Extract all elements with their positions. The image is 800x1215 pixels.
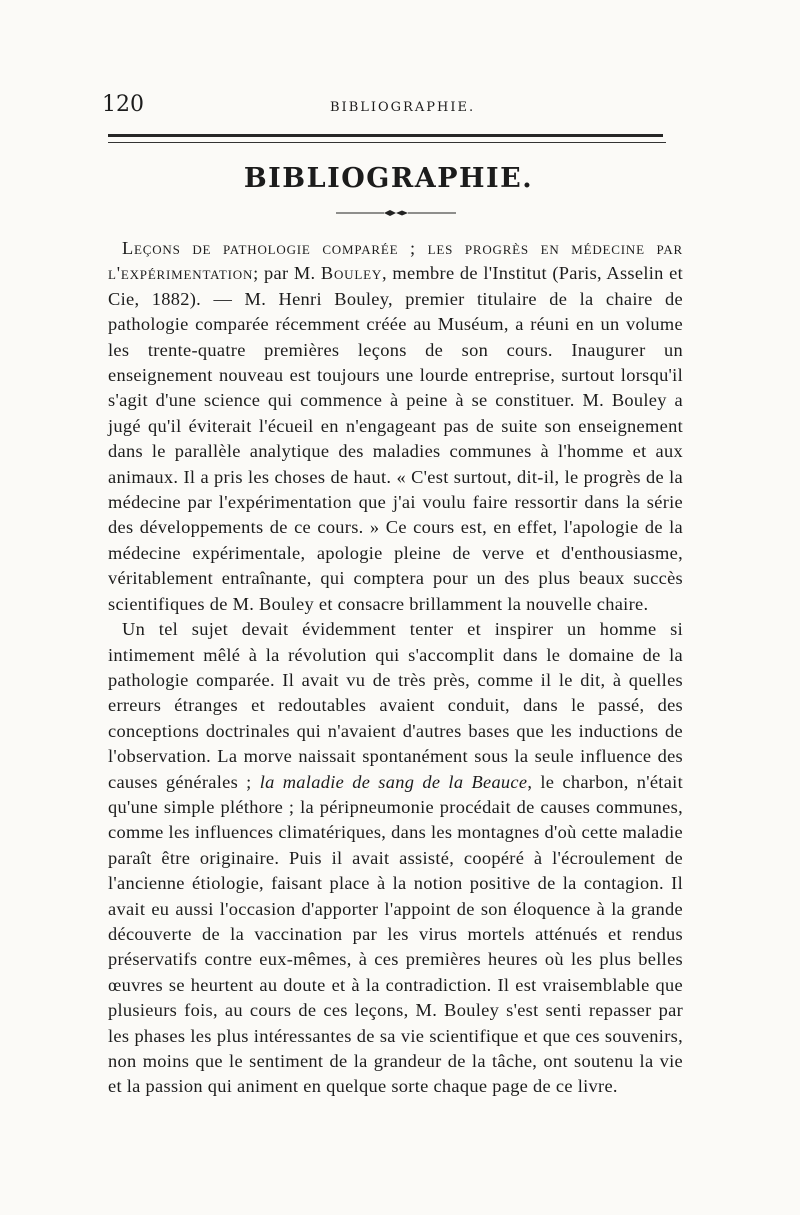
header-rule-thick: [108, 134, 663, 137]
entry-title: Leçons de pathologie comparée ; les progrès en médecine par l'expérimentation: [108, 238, 683, 284]
running-title: BIBLIOGRAPHIE.: [330, 100, 476, 115]
page-number: 120: [102, 92, 144, 117]
paragraph-1-text: , membre de l'Institut (Paris, Asselin et Cie, 1882). — M. Henri Bouley, premier titulaire de la chaire de pathologie comparée récemment créée au Muséum, a réuni en un volume les trente-quatre premières leçons de son cours. Inaugurer un enseignement nouveau est toujours une lourde entreprise, surtout lorsqu'il s'agit d'une science qui commence à peine à se constituer. M. Bouley a jugé qu'il éviterait l'écueil en n'engageant pas de suite son enseignement dans le parallèle analytique des maladies communes à l'homme et aux animaux. Il a pris les choses de haut. « C'est surtout, dit-il, le progrès de la médecine par l'expérimentation que j'ai voulu faire ressortir dans la série des développements de ce cours. » Ce cours est, en effet, l'apologie de la médecine expérimentale, apologie pleine de verve et d'enthousiasme, véritablement entraînante, qui comptera pour un des plus beaux succès scientifiques de M. Bouley et consacre brillamment la nouvelle chaire.: [108, 263, 683, 614]
ornament-divider: [336, 208, 456, 218]
book-page: [102, 92, 683, 1100]
section-title: BIBLIOGRAPHIE.: [243, 163, 534, 194]
paragraph-2-text-a: Un tel sujet devait évidemment tenter et inspirer un homme si intimement mêlé à la révolution qui s'accomplit dans le domaine de la pathologie comparée. Il avait vu de très près, comme il le dit, à quelles erreurs étranges et redoutables avaient conduit, dans le passé, des conceptions doctrinales qui n'avaient d'autres bases que les inductions de l'observation. La morve naissait spontanément sous la seule influence des causes générales ;: [108, 619, 683, 792]
paragraph-2: [108, 617, 683, 1100]
author-name: Bouley: [320, 263, 383, 284]
header-rule-thin: [108, 142, 666, 143]
running-head: [102, 92, 683, 120]
paragraph-2-italic: la maladie de sang de la Beauce: [259, 771, 528, 792]
entry-separator: ; par M.: [253, 263, 321, 284]
article-body: [108, 236, 683, 1100]
paragraph-2-text-b: , le charbon, n'était qu'une simple pléthore ; la péripneumonie procédait de causes communes, comme les influences climatériques, dans les montagnes d'où cette maladie paraît être originaire. Puis il avait assisté, coopéré à l'écroulement de l'ancienne étiologie, faisant place à la notion positive de la contagion. Il avait eu aussi l'occasion d'apporter l'appoint de son éloquence à la grande découverte de la vaccination par les virus mortels atténués et rendus préservatifs contre eux-mêmes, à ces premières heures où les plus belles œuvres se heurtent au doute et à la contradiction. Il est vraisemblable que plusieurs fois, au cours de ces leçons, M. Bouley s'est senti repasser par les phases les plus intéressantes de sa vie scientifique et que ces souvenirs, non moins que le sentiment de la grandeur de la tâche, ont soutenu la vie et la passion qui animent en quelque sorte chaque page de ce livre.: [108, 771, 683, 1097]
paragraph-1: [108, 236, 683, 617]
